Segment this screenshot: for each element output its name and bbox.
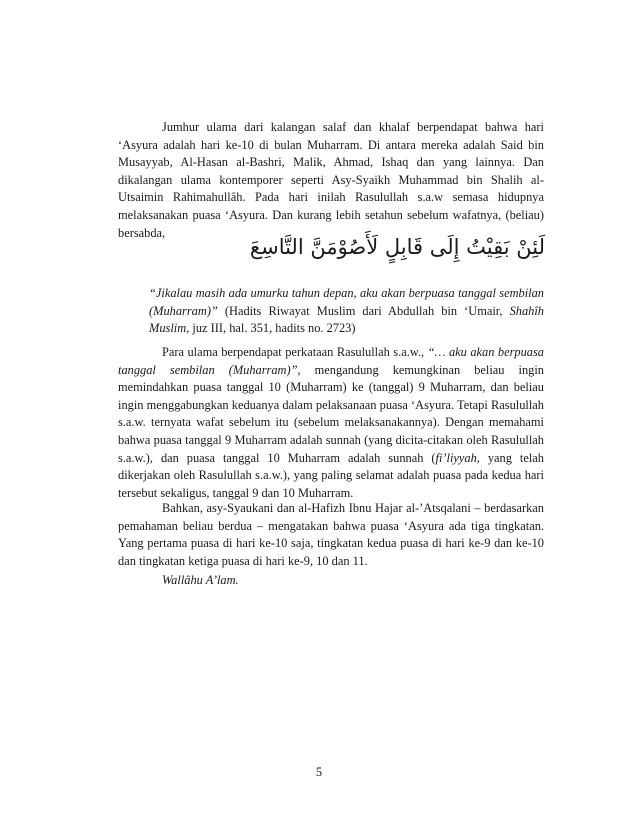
p2-part2: mengandung kemungkinan beliau ingin memindahkan puasa tanggal 10 (Muharram) ke (tanggal) 9 Muharram, dan beliau ingin menggabungkan keduanya dalam pelaksanaan puasa ‘Asyura. Tetapi Rasulullah s.a.w. ternyata wafat sebelum itu (sebelum melaksanakannya). Dengan memahami bahwa puasa tanggal 9 Muharram adalah sunnah (yang dicita-citakan oleh Rasulullah s.a.w.), dan puasa tanggal 10 Muharram adalah sunnah ( [118,362,544,465]
page-number: 5 [315,765,323,779]
closing-wallahu-alam [118,572,544,590]
p2-part3: yang telah dikerjakan oleh Rasulullah s.a.w.), yang paling selamat adalah puasa pada kedua hari tersebut sekaligus, tanggal 9 dan 10 Muharram. [118,450,544,500]
quote-translation: “Jikalau masih ada umurku tahun depan, aku akan berpuasa tanggal sembilan (Muharram)” [149,286,544,318]
quote-source-prefix: (Hadits Riwayat Muslim dari Abdullah bin ‘Umair, [217,303,510,318]
paragraph-para-ulama [118,344,544,502]
quote-source-book: Shahîh Muslim [149,303,544,336]
arabic-hadith-text: لَئِنْ بَقِيْتُ إِلَى قَابِلٍ لَأَصُوْمَنَّ التَّاسِعَ [249,235,545,259]
quote-source-suffix: , juz III, hal. 351, hadits no. 2723) [186,321,356,336]
hadith-translation-quote [149,285,544,338]
paragraph-bahkan: Bahkan, asy-Syaukani dan al-Hafizh Ibnu Hajar al-’Atsqalani – berdasarkan pemahaman beliau berdua – mengatakan bahwa puasa ‘Asyura ada tiga tingkatan. Yang pertama puasa di hari ke-10 saja, tingkatan kedua puasa di hari ke-9 dan ke-10 dan tingkatan ketiga puasa di hari ke-9, 10 dan 11. [118,501,544,568]
p2-italic-fiiliyyah: fi’liyyah, [435,450,480,465]
paragraph-jumhur-ulama: Jumhur ulama dari kalangan salaf dan khalaf berpendapat bahwa hari ‘Asyura adalah hari ke-10 di bulan Muharram. Di antara mereka adalah Said bin Musayyab, Al-Hasan al-Bashri, Malik, Ahmad, Ishaq dan yang lainnya. Dan dikalangan ulama kontemporer seperti Asy-Syaikh Muhammad bin Shalih al-Utsaimin Rahimahullâh. Pada hari inilah Rasulullah s.a.w semasa hidupnya melaksanakan puasa ‘Asyura. Dan kurang lebih setahun sebelum wafatnya, (beliau) bersabda, [118,120,544,240]
p2-italic-quote: “… aku akan berpuasa tanggal sembilan (Muharram)”, [118,345,544,377]
p2-part1: Para ulama berpendapat perkataan Rasulullah s.a.w., [162,345,428,359]
closing-text: Wallâhu A’lam. [162,573,239,587]
